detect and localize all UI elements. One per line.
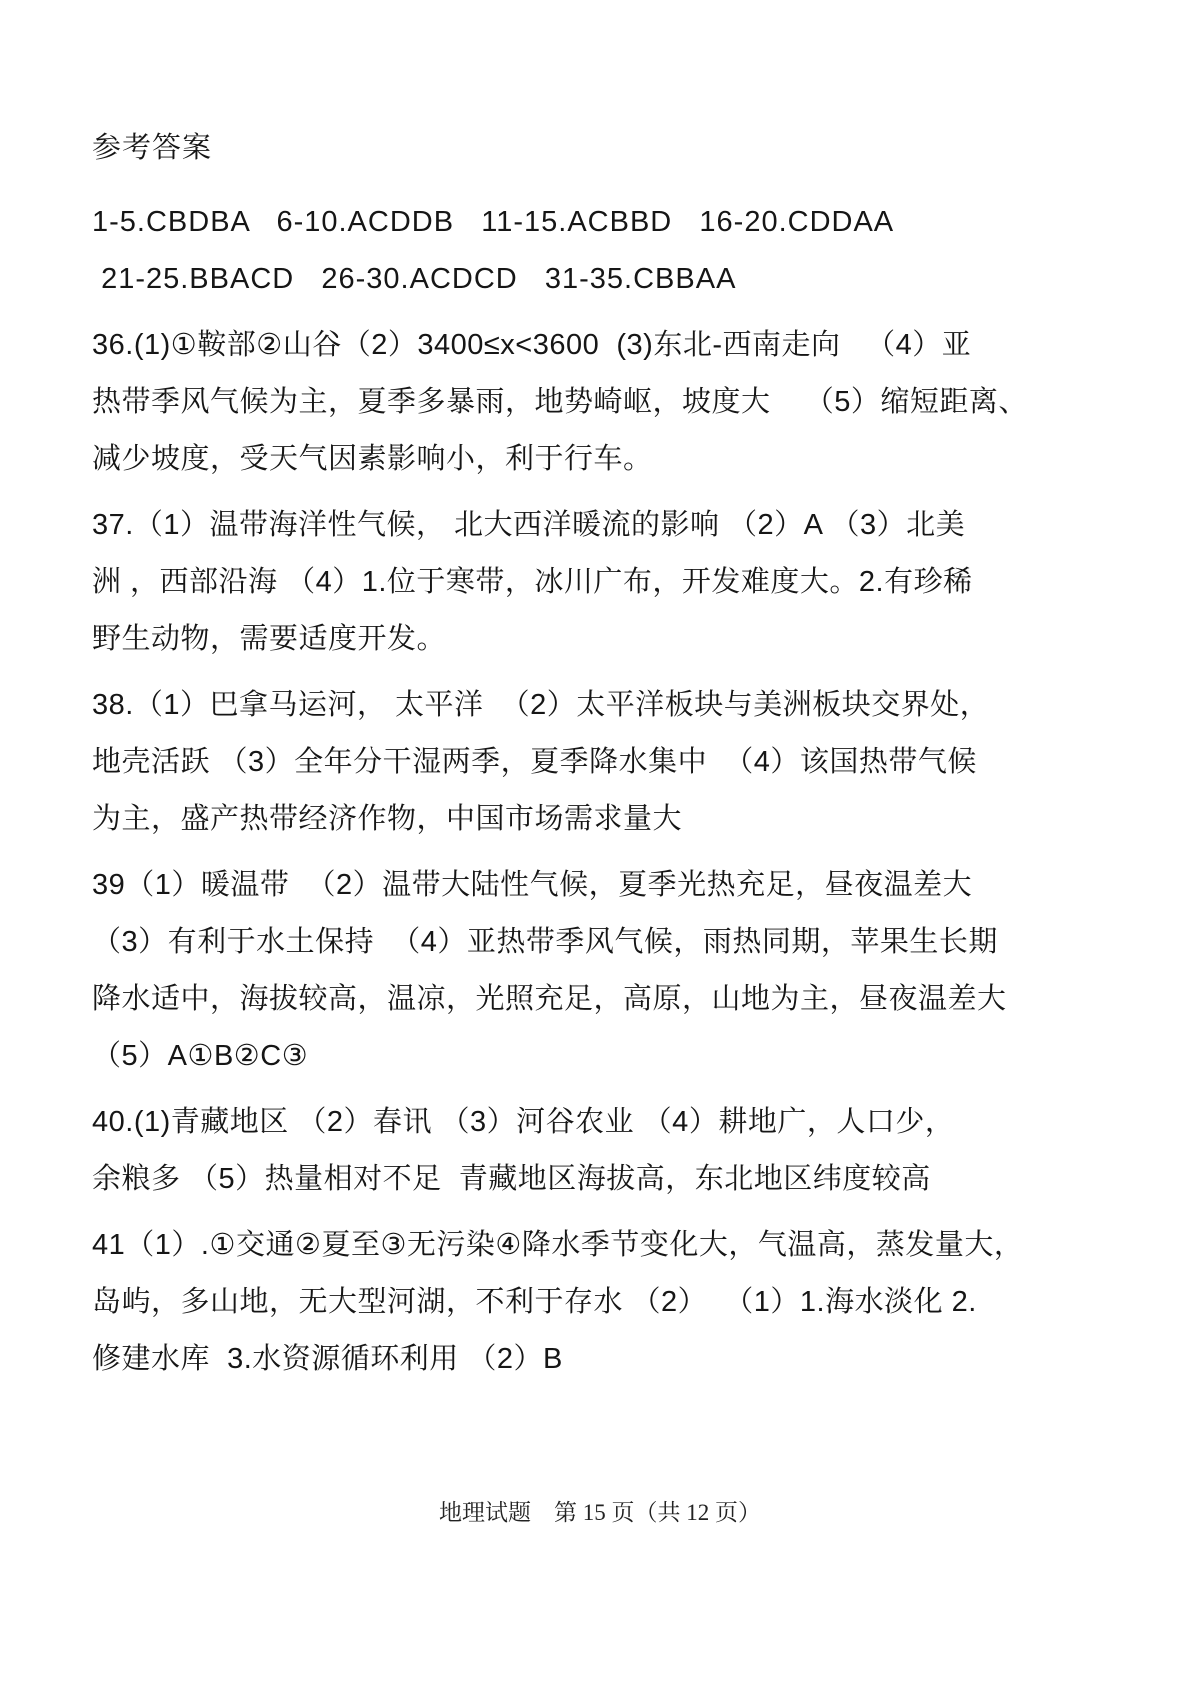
section-37-line-3: 野生动物，需要适度开发。 (92, 623, 447, 655)
section-38-line-3: 为主，盛产热带经济作物，中国市场需求量大 (92, 803, 683, 835)
page-footer: 地理试题 第 15 页（共 12 页） (439, 1500, 761, 1525)
section-39-line-3: 降水适中，海拔较高，温凉，光照充足，高原，山地为主，昼夜温差大 (92, 983, 1007, 1015)
section-41-line-1: 41（1）.①交通②夏至③无污染④降水季节变化大，气温高，蒸发量大， (92, 1229, 1024, 1261)
section-41-line-3: 修建水库 3.水资源循环利用 （2）B (92, 1343, 563, 1375)
section-37-line-1: 37.（1）温带海洋性气候， 北大西洋暖流的影响 （2）A （3）北美 (92, 509, 966, 541)
section-36-line-1: 36.(1)①鞍部②山谷（2）3400≤x<3600 (3)东北-西南走向 （4）亚 (92, 329, 972, 361)
section-38-line-1: 38.（1）巴拿马运河， 太平洋 （2）太平洋板块与美洲板块交界处， (92, 689, 990, 721)
multiple-choice-answers (92, 194, 1138, 308)
section-37-answer (92, 497, 1138, 668)
section-38-answer (92, 677, 1138, 848)
section-39-answer (92, 857, 1138, 1085)
page-title: 参考答案 (92, 132, 213, 164)
mc-answers-line-2: 21-25.BBACD 26-30.ACDCD 31-35.CBBAA (92, 263, 737, 295)
section-41-answer (92, 1217, 1138, 1388)
section-36-line-2: 热带季风气候为主，夏季多暴雨，地势崎岖，坡度大 （5）缩短距离、 (92, 386, 1028, 418)
section-40-line-2: 余粮多 （5）热量相对不足 青藏地区海拔高，东北地区纬度较高 (92, 1163, 931, 1195)
section-36-line-3: 减少坡度，受天气因素影响小，利于行车。 (92, 443, 653, 475)
section-39-line-2: （3）有利于水土保持 （4）亚热带季风气候，雨热同期，苹果生长期 (92, 926, 998, 958)
section-38-line-2: 地壳活跃 （3）全年分干湿两季，夏季降水集中 （4）该国热带气候 (92, 746, 977, 778)
section-40-answer (92, 1094, 1138, 1208)
section-41-line-2: 岛屿，多山地，无大型河湖，不利于存水 （2） （1）1.海水淡化 2. (92, 1286, 977, 1318)
section-39-line-1: 39（1）暖温带 （2）温带大陆性气候，夏季光热充足，昼夜温差大 (92, 869, 973, 901)
mc-answers-line-1: 1-5.CBDBA 6-10.ACDDB 11-15.ACBBD 16-20.CDDAA (92, 206, 895, 238)
section-37-line-2: 洲 ，西部沿海 （4）1.位于寒带，冰川广布，开发难度大。2.有珍稀 (92, 566, 973, 598)
section-36-answer (92, 317, 1138, 488)
section-40-line-1: 40.(1)青藏地区 （2）春讯 （3）河谷农业 （4）耕地广，人口少， (92, 1106, 955, 1138)
section-39-line-4: （5）A①B②C③ (92, 1040, 309, 1072)
